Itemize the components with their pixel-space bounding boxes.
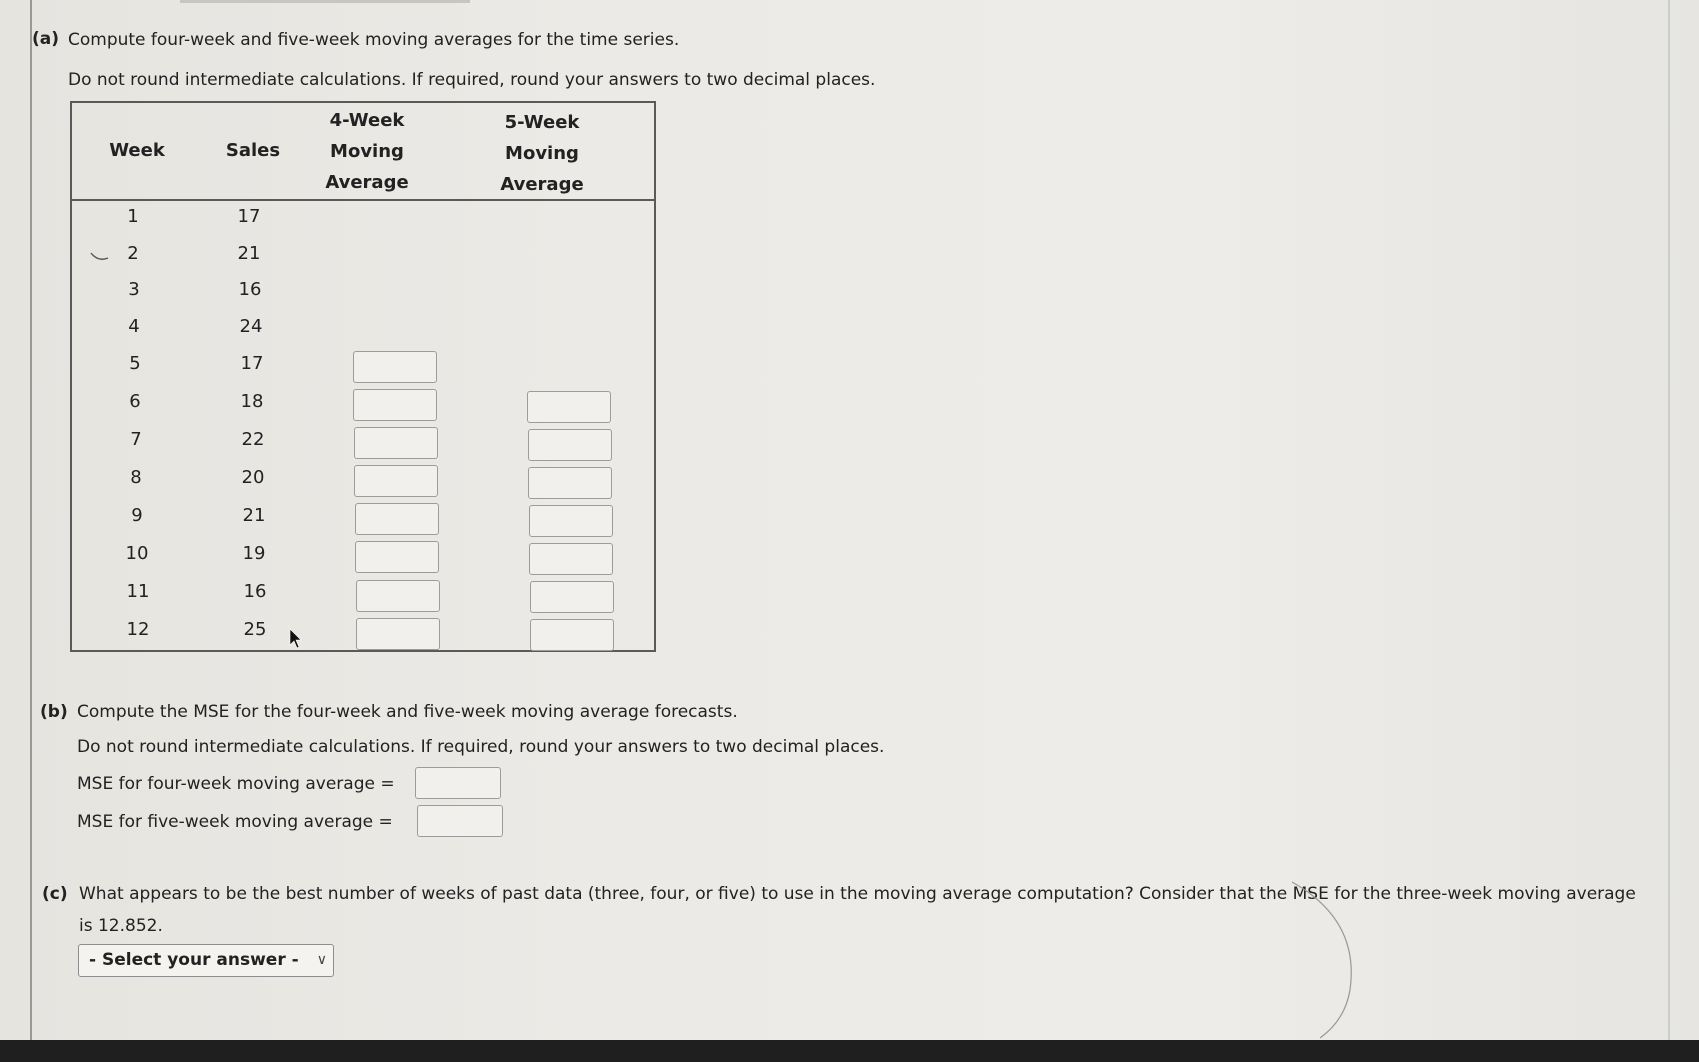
best-weeks-select[interactable]	[78, 944, 334, 977]
right-border	[1668, 0, 1670, 1040]
week-cell: 6	[129, 391, 141, 412]
ma5-input-week10[interactable]	[529, 543, 613, 575]
header-week: Week	[109, 140, 165, 161]
mse4-label: MSE for four-week moving average =	[77, 774, 395, 794]
part-c-question-line1: What appears to be the best number of weeks of past data (three, four, or five) to use in the moving average computation? Consider that the MSE for the three-week moving average	[79, 884, 1636, 904]
part-c-question-line2: is 12.852.	[79, 916, 163, 936]
week-cell: 12	[126, 619, 150, 640]
sales-cell: 21	[237, 243, 261, 264]
ma4-input-week12[interactable]	[356, 618, 440, 650]
sales-cell: 22	[241, 429, 265, 450]
pen-arc-icon	[1290, 880, 1380, 1040]
part-c-label: (c)	[42, 884, 68, 904]
week-cell: 2	[127, 243, 139, 264]
top-divider	[180, 0, 470, 3]
part-a-instruction: Do not round intermediate calculations. If required, round your answers to two decimal places.	[68, 70, 876, 90]
week-cell: 8	[130, 467, 142, 488]
moving-average-table	[70, 101, 656, 652]
select-value: - Select your answer -	[89, 950, 299, 970]
ma5-input-week12[interactable]	[530, 619, 614, 651]
header-4week-line3: Average	[325, 172, 409, 193]
sales-cell: 19	[242, 543, 266, 564]
mse4-input[interactable]	[415, 767, 501, 799]
header-5week-line1: 5-Week	[504, 112, 580, 133]
sales-cell: 25	[243, 619, 267, 640]
sales-cell: 16	[238, 279, 262, 300]
mouse-cursor-icon	[289, 628, 303, 650]
ma5-input-week8[interactable]	[528, 467, 612, 499]
ma4-input-week6[interactable]	[353, 389, 437, 421]
ma5-input-week11[interactable]	[530, 581, 614, 613]
ma4-input-week8[interactable]	[354, 465, 438, 497]
header-5week-line2: Moving	[505, 143, 579, 164]
ma5-input-week6[interactable]	[527, 391, 611, 423]
part-b-instruction: Do not round intermediate calculations. If required, round your answers to two decimal places.	[77, 737, 885, 757]
sales-cell: 17	[240, 353, 264, 374]
ma4-input-week7[interactable]	[354, 427, 438, 459]
week-cell: 10	[125, 543, 149, 564]
week-cell: 9	[131, 505, 143, 526]
ma5-input-week7[interactable]	[528, 429, 612, 461]
sales-cell: 16	[243, 581, 267, 602]
week-cell: 1	[127, 206, 139, 227]
header-4week-line1: 4-Week	[329, 110, 405, 131]
mse5-input[interactable]	[417, 805, 503, 837]
left-border	[30, 0, 32, 1040]
week-cell: 4	[128, 316, 140, 337]
week-cell: 5	[129, 353, 141, 374]
ma4-input-week10[interactable]	[355, 541, 439, 573]
header-4week-line2: Moving	[330, 141, 404, 162]
sales-cell: 17	[237, 206, 261, 227]
week-cell: 3	[128, 279, 140, 300]
sales-cell: 20	[241, 467, 265, 488]
week-cell: 11	[126, 581, 150, 602]
mse5-label: MSE for five-week moving average =	[77, 812, 393, 832]
part-b-label: (b)	[40, 702, 68, 722]
header-sales: Sales	[225, 140, 281, 161]
ma4-input-week9[interactable]	[355, 503, 439, 535]
bottom-bezel	[0, 1040, 1699, 1062]
ma4-input-week11[interactable]	[356, 580, 440, 612]
ma5-input-week9[interactable]	[529, 505, 613, 537]
part-a-question: Compute four-week and five-week moving averages for the time series.	[68, 30, 680, 50]
header-divider	[72, 199, 654, 201]
part-b-question: Compute the MSE for the four-week and five-week moving average forecasts.	[77, 702, 738, 722]
sales-cell: 21	[242, 505, 266, 526]
sales-cell: 18	[240, 391, 264, 412]
sales-cell: 24	[239, 316, 263, 337]
ma4-input-week5[interactable]	[353, 351, 437, 383]
part-a-label: (a)	[32, 29, 60, 49]
chevron-down-icon: ∨	[316, 952, 327, 968]
week-cell: 7	[130, 429, 142, 450]
pen-mark-icon	[90, 250, 112, 264]
header-5week-line3: Average	[500, 174, 584, 195]
